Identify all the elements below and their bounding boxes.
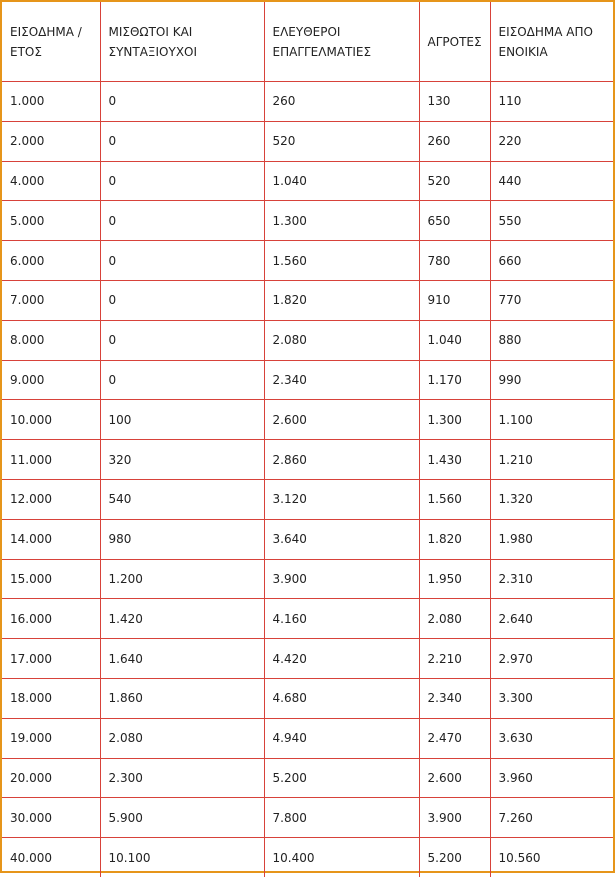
table-cell: 7.000 bbox=[2, 280, 100, 320]
table-cell: 17.000 bbox=[2, 639, 100, 679]
table-cell: 110 bbox=[490, 82, 613, 122]
table-cell: 540 bbox=[100, 479, 264, 519]
table-cell: 2.600 bbox=[264, 400, 419, 440]
table-cell: 5.900 bbox=[100, 798, 264, 838]
table-row bbox=[2, 838, 613, 877]
column-header-line: ΕΤΟΣ bbox=[10, 44, 42, 59]
table-cell: 3.900 bbox=[264, 559, 419, 599]
table-cell: 520 bbox=[264, 121, 419, 161]
table-cell: 4.940 bbox=[264, 718, 419, 758]
income-tax-table bbox=[2, 2, 613, 877]
table-cell: 550 bbox=[490, 201, 613, 241]
table-cell: 3.300 bbox=[490, 678, 613, 718]
table-cell: 4.420 bbox=[264, 639, 419, 679]
table-cell: 770 bbox=[490, 280, 613, 320]
column-header bbox=[100, 2, 264, 82]
table-cell: 2.640 bbox=[490, 599, 613, 639]
table-cell: 10.000 bbox=[2, 400, 100, 440]
table-cell: 1.320 bbox=[490, 479, 613, 519]
table-cell: 4.680 bbox=[264, 678, 419, 718]
table-cell: 980 bbox=[100, 519, 264, 559]
table-row bbox=[2, 479, 613, 519]
table-cell: 1.820 bbox=[419, 519, 490, 559]
table-cell: 9.000 bbox=[2, 360, 100, 400]
table-cell: 12.000 bbox=[2, 479, 100, 519]
table-cell: 30.000 bbox=[2, 798, 100, 838]
table-cell: 16.000 bbox=[2, 599, 100, 639]
table-row bbox=[2, 798, 613, 838]
table-cell: 0 bbox=[100, 280, 264, 320]
table-cell: 2.300 bbox=[100, 758, 264, 798]
table-cell: 0 bbox=[100, 241, 264, 281]
column-header-line: ΜΙΣΘΩΤΟΙ ΚΑΙ bbox=[108, 24, 193, 39]
table-cell: 260 bbox=[419, 121, 490, 161]
table-cell: 320 bbox=[100, 440, 264, 480]
table-cell: 6.000 bbox=[2, 241, 100, 281]
table-cell: 100 bbox=[100, 400, 264, 440]
table-cell: 4.160 bbox=[264, 599, 419, 639]
table-cell: 14.000 bbox=[2, 519, 100, 559]
table-cell: 1.200 bbox=[100, 559, 264, 599]
table-cell: 130 bbox=[419, 82, 490, 122]
table-cell: 910 bbox=[419, 280, 490, 320]
table-header-row bbox=[2, 2, 613, 82]
table-cell: 1.040 bbox=[419, 320, 490, 360]
table-cell: 660 bbox=[490, 241, 613, 281]
table-cell: 40.000 bbox=[2, 838, 100, 877]
table-cell: 1.950 bbox=[419, 559, 490, 599]
table-cell: 880 bbox=[490, 320, 613, 360]
table-cell: 15.000 bbox=[2, 559, 100, 599]
table-cell: 2.210 bbox=[419, 639, 490, 679]
table-cell: 2.000 bbox=[2, 121, 100, 161]
table-cell: 260 bbox=[264, 82, 419, 122]
table-body bbox=[2, 82, 613, 877]
table-cell: 1.210 bbox=[490, 440, 613, 480]
table-cell: 1.560 bbox=[264, 241, 419, 281]
table-row bbox=[2, 559, 613, 599]
column-header bbox=[419, 2, 490, 82]
table-cell: 220 bbox=[490, 121, 613, 161]
table-cell: 2.080 bbox=[419, 599, 490, 639]
table-cell: 2.600 bbox=[419, 758, 490, 798]
table-cell: 3.640 bbox=[264, 519, 419, 559]
table-cell: 1.980 bbox=[490, 519, 613, 559]
table-cell: 650 bbox=[419, 201, 490, 241]
table-cell: 5.000 bbox=[2, 201, 100, 241]
table-cell: 0 bbox=[100, 121, 264, 161]
column-header-line: ΑΓΡΟΤΕΣ bbox=[427, 34, 482, 49]
table-row bbox=[2, 121, 613, 161]
table-row bbox=[2, 320, 613, 360]
table-cell: 1.860 bbox=[100, 678, 264, 718]
table-cell: 2.340 bbox=[264, 360, 419, 400]
table-cell: 2.470 bbox=[419, 718, 490, 758]
table-cell: 1.640 bbox=[100, 639, 264, 679]
table-cell: 780 bbox=[419, 241, 490, 281]
table-row bbox=[2, 201, 613, 241]
table-row bbox=[2, 758, 613, 798]
table-cell: 2.080 bbox=[100, 718, 264, 758]
table-cell: 1.420 bbox=[100, 599, 264, 639]
table-row bbox=[2, 280, 613, 320]
table-row bbox=[2, 440, 613, 480]
table-row bbox=[2, 82, 613, 122]
table-row bbox=[2, 400, 613, 440]
table-row bbox=[2, 161, 613, 201]
table-row bbox=[2, 519, 613, 559]
table-row bbox=[2, 678, 613, 718]
table-cell: 520 bbox=[419, 161, 490, 201]
table-cell: 0 bbox=[100, 201, 264, 241]
table-cell: 440 bbox=[490, 161, 613, 201]
table-cell: 3.900 bbox=[419, 798, 490, 838]
table-cell: 7.260 bbox=[490, 798, 613, 838]
table-cell: 3.120 bbox=[264, 479, 419, 519]
table-cell: 1.430 bbox=[419, 440, 490, 480]
table-cell: 2.340 bbox=[419, 678, 490, 718]
column-header-line: ΕΛΕΥΘΕΡΟΙ bbox=[272, 24, 341, 39]
column-header-line: ΕΙΣΟΔΗΜΑ ΑΠΟ bbox=[498, 24, 593, 39]
column-header-line: ΣΥΝΤΑΞΙΟΥΧΟΙ bbox=[108, 44, 198, 59]
table-cell: 19.000 bbox=[2, 718, 100, 758]
table-cell: 1.820 bbox=[264, 280, 419, 320]
table-cell: 2.080 bbox=[264, 320, 419, 360]
table-cell: 1.300 bbox=[419, 400, 490, 440]
table-row bbox=[2, 360, 613, 400]
table-row bbox=[2, 639, 613, 679]
table-cell: 0 bbox=[100, 360, 264, 400]
column-header bbox=[490, 2, 613, 82]
table-cell: 990 bbox=[490, 360, 613, 400]
table-cell: 5.200 bbox=[264, 758, 419, 798]
table-row bbox=[2, 718, 613, 758]
table-cell: 2.860 bbox=[264, 440, 419, 480]
table-cell: 10.560 bbox=[490, 838, 613, 877]
table-cell: 10.400 bbox=[264, 838, 419, 877]
table-cell: 5.200 bbox=[419, 838, 490, 877]
table-cell: 10.100 bbox=[100, 838, 264, 877]
table-cell: 1.300 bbox=[264, 201, 419, 241]
table-cell: 2.310 bbox=[490, 559, 613, 599]
table-cell: 4.000 bbox=[2, 161, 100, 201]
table-cell: 8.000 bbox=[2, 320, 100, 360]
table-cell: 1.040 bbox=[264, 161, 419, 201]
table-cell: 18.000 bbox=[2, 678, 100, 718]
table-row bbox=[2, 599, 613, 639]
table-row bbox=[2, 241, 613, 281]
column-header-line: ΕΝΟΙΚΙΑ bbox=[498, 44, 548, 59]
table-cell: 3.630 bbox=[490, 718, 613, 758]
column-header-line: ΕΠΑΓΓΕΛΜΑΤΙΕΣ bbox=[272, 44, 372, 59]
table-cell: 20.000 bbox=[2, 758, 100, 798]
column-header bbox=[264, 2, 419, 82]
table-cell: 1.560 bbox=[419, 479, 490, 519]
column-header bbox=[2, 2, 100, 82]
column-header-line: ΕΙΣΟΔΗΜΑ / bbox=[10, 24, 82, 39]
table-cell: 0 bbox=[100, 320, 264, 360]
table-cell: 2.970 bbox=[490, 639, 613, 679]
table-cell: 3.960 bbox=[490, 758, 613, 798]
table-cell: 1.100 bbox=[490, 400, 613, 440]
table-cell: 0 bbox=[100, 161, 264, 201]
table-cell: 1.170 bbox=[419, 360, 490, 400]
table-cell: 7.800 bbox=[264, 798, 419, 838]
table-cell: 1.000 bbox=[2, 82, 100, 122]
table-cell: 0 bbox=[100, 82, 264, 122]
table-cell: 11.000 bbox=[2, 440, 100, 480]
